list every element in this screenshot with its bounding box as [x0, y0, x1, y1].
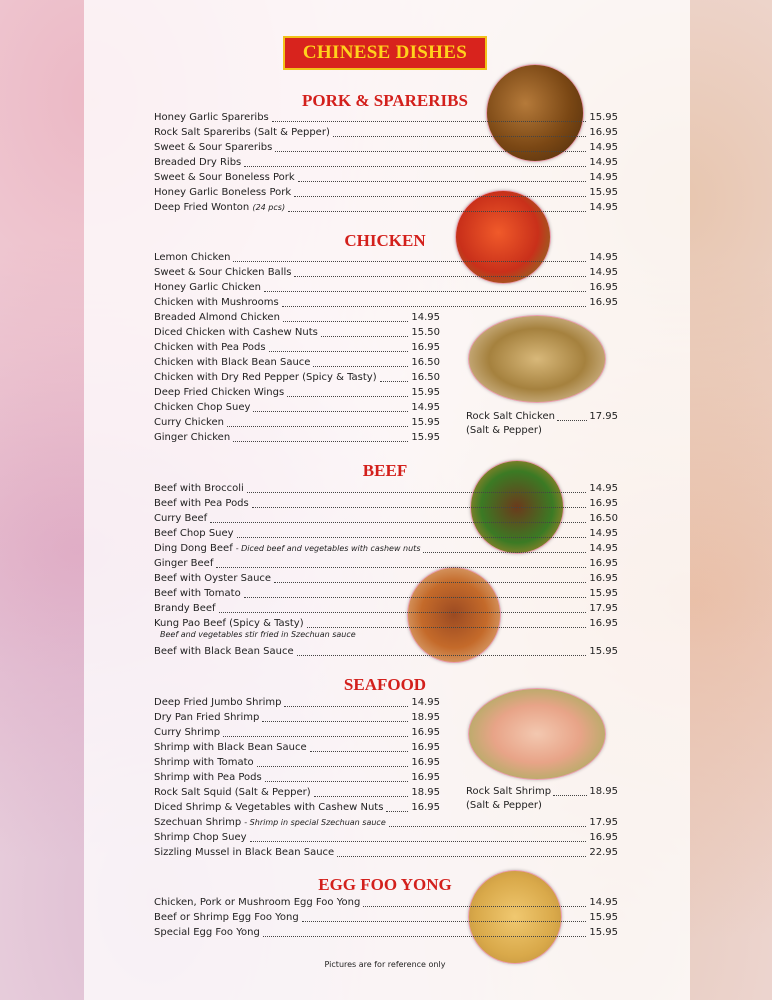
menu-item: Shrimp with Pea Pods 16.95	[154, 772, 440, 783]
menu-item: Chicken with Black Bean Sauce 16.50	[154, 357, 440, 368]
menu-item: Ginger Beef 16.95	[154, 558, 618, 569]
menu-item: Dry Pan Fried Shrimp 18.95	[154, 712, 440, 723]
menu-item: Beef with Broccoli 14.95	[154, 483, 618, 494]
menu-item: Beef with Oyster Sauce 16.95	[154, 573, 618, 584]
menu-item: Sweet & Sour Boneless Pork 14.95	[154, 172, 618, 183]
menu-item: Diced Chicken with Cashew Nuts 15.50	[154, 327, 440, 338]
menu-item: Beef Chop Suey 14.95	[154, 528, 618, 539]
menu-item: Special Egg Foo Yong 15.95	[154, 927, 618, 938]
menu-item: Curry Beef 16.50	[154, 513, 618, 524]
menu-item: Chicken, Pork or Mushroom Egg Foo Yong 14.95	[154, 897, 618, 908]
menu-item: Sweet & Sour Chicken Balls 14.95	[154, 267, 618, 278]
section-title-beef: BEEF	[362, 461, 408, 480]
menu-item: Shrimp with Tomato 16.95	[154, 757, 440, 768]
section-title-pork: PORK & SPARERIBS	[302, 91, 468, 110]
menu-title-banner	[283, 36, 487, 70]
menu-item: Brandy Beef 17.95	[154, 603, 618, 614]
menu-item: Rock Salt Spareribs (Salt & Pepper) 16.95	[154, 127, 618, 138]
menu-item: Kung Pao Beef (Spicy & Tasty) 16.95	[154, 618, 618, 629]
menu-item: Lemon Chicken 14.95	[154, 252, 618, 263]
section-title-egg-foo-yong: EGG FOO YONG	[318, 875, 452, 894]
section-title-seafood: SEAFOOD	[343, 675, 427, 694]
menu-item: Deep Fried Wonton (24 pcs) 14.95	[154, 202, 618, 213]
menu-item: Honey Garlic Chicken 16.95	[154, 282, 618, 293]
menu-item: Beef with Pea Pods 16.95	[154, 498, 618, 509]
menu-item: Breaded Dry Ribs 14.95	[154, 157, 618, 168]
rock-salt-chicken-photo	[468, 315, 606, 403]
menu-item: Chicken with Pea Pods 16.95	[154, 342, 440, 353]
menu-item: Honey Garlic Spareribs 15.95	[154, 112, 618, 123]
menu-item: Chicken with Dry Red Pepper (Spicy & Tasty) 16.50	[154, 372, 440, 383]
menu-item: Shrimp with Black Bean Sauce 16.95	[154, 742, 440, 753]
menu-item: Sizzling Mussel in Black Bean Sauce 22.95	[154, 847, 618, 858]
menu-item: Szechuan Shrimp - Shrimp in special Szechuan sauce 17.95	[154, 817, 618, 828]
menu-item: Breaded Almond Chicken 14.95	[154, 312, 440, 323]
section-title-chicken: CHICKEN	[344, 231, 426, 250]
menu-item: Deep Fried Chicken Wings 15.95	[154, 387, 440, 398]
menu-item: Curry Shrimp 16.95	[154, 727, 440, 738]
menu-item: Diced Shrimp & Vegetables with Cashew Nuts 16.95	[154, 802, 440, 813]
rock-salt-shrimp-item: Rock Salt Shrimp 18.95 (Salt & Pepper)	[466, 786, 618, 811]
menu-item: Ginger Chicken 15.95	[154, 432, 440, 443]
footnote: Pictures are for reference only	[324, 960, 446, 969]
kung-pao-beef-description: Beef and vegetables stir fried in Szechuan sauce	[160, 630, 356, 639]
menu-item: Beef with Tomato 15.95	[154, 588, 618, 599]
menu-item: Chicken Chop Suey 14.95	[154, 402, 440, 413]
menu-item: Rock Salt Squid (Salt & Pepper) 18.95	[154, 787, 440, 798]
menu-item: Deep Fried Jumbo Shrimp 14.95	[154, 697, 440, 708]
rock-salt-shrimp-photo	[468, 688, 606, 780]
menu-item: Ding Dong Beef - Diced beef and vegetables with cashew nuts 14.95	[154, 543, 618, 554]
rock-salt-chicken-item: Rock Salt Chicken 17.95 (Salt & Pepper)	[466, 411, 618, 436]
menu-item: Chicken with Mushrooms 16.95	[154, 297, 618, 308]
menu-title: CHINESE DISHES	[302, 42, 468, 63]
menu-item: Sweet & Sour Spareribs 14.95	[154, 142, 618, 153]
menu-item: Beef with Black Bean Sauce 15.95	[154, 646, 618, 657]
menu-item: Honey Garlic Boneless Pork 15.95	[154, 187, 618, 198]
menu-item: Beef or Shrimp Egg Foo Yong 15.95	[154, 912, 618, 923]
menu-item: Shrimp Chop Suey 16.95	[154, 832, 618, 843]
menu-item: Curry Chicken 15.95	[154, 417, 440, 428]
